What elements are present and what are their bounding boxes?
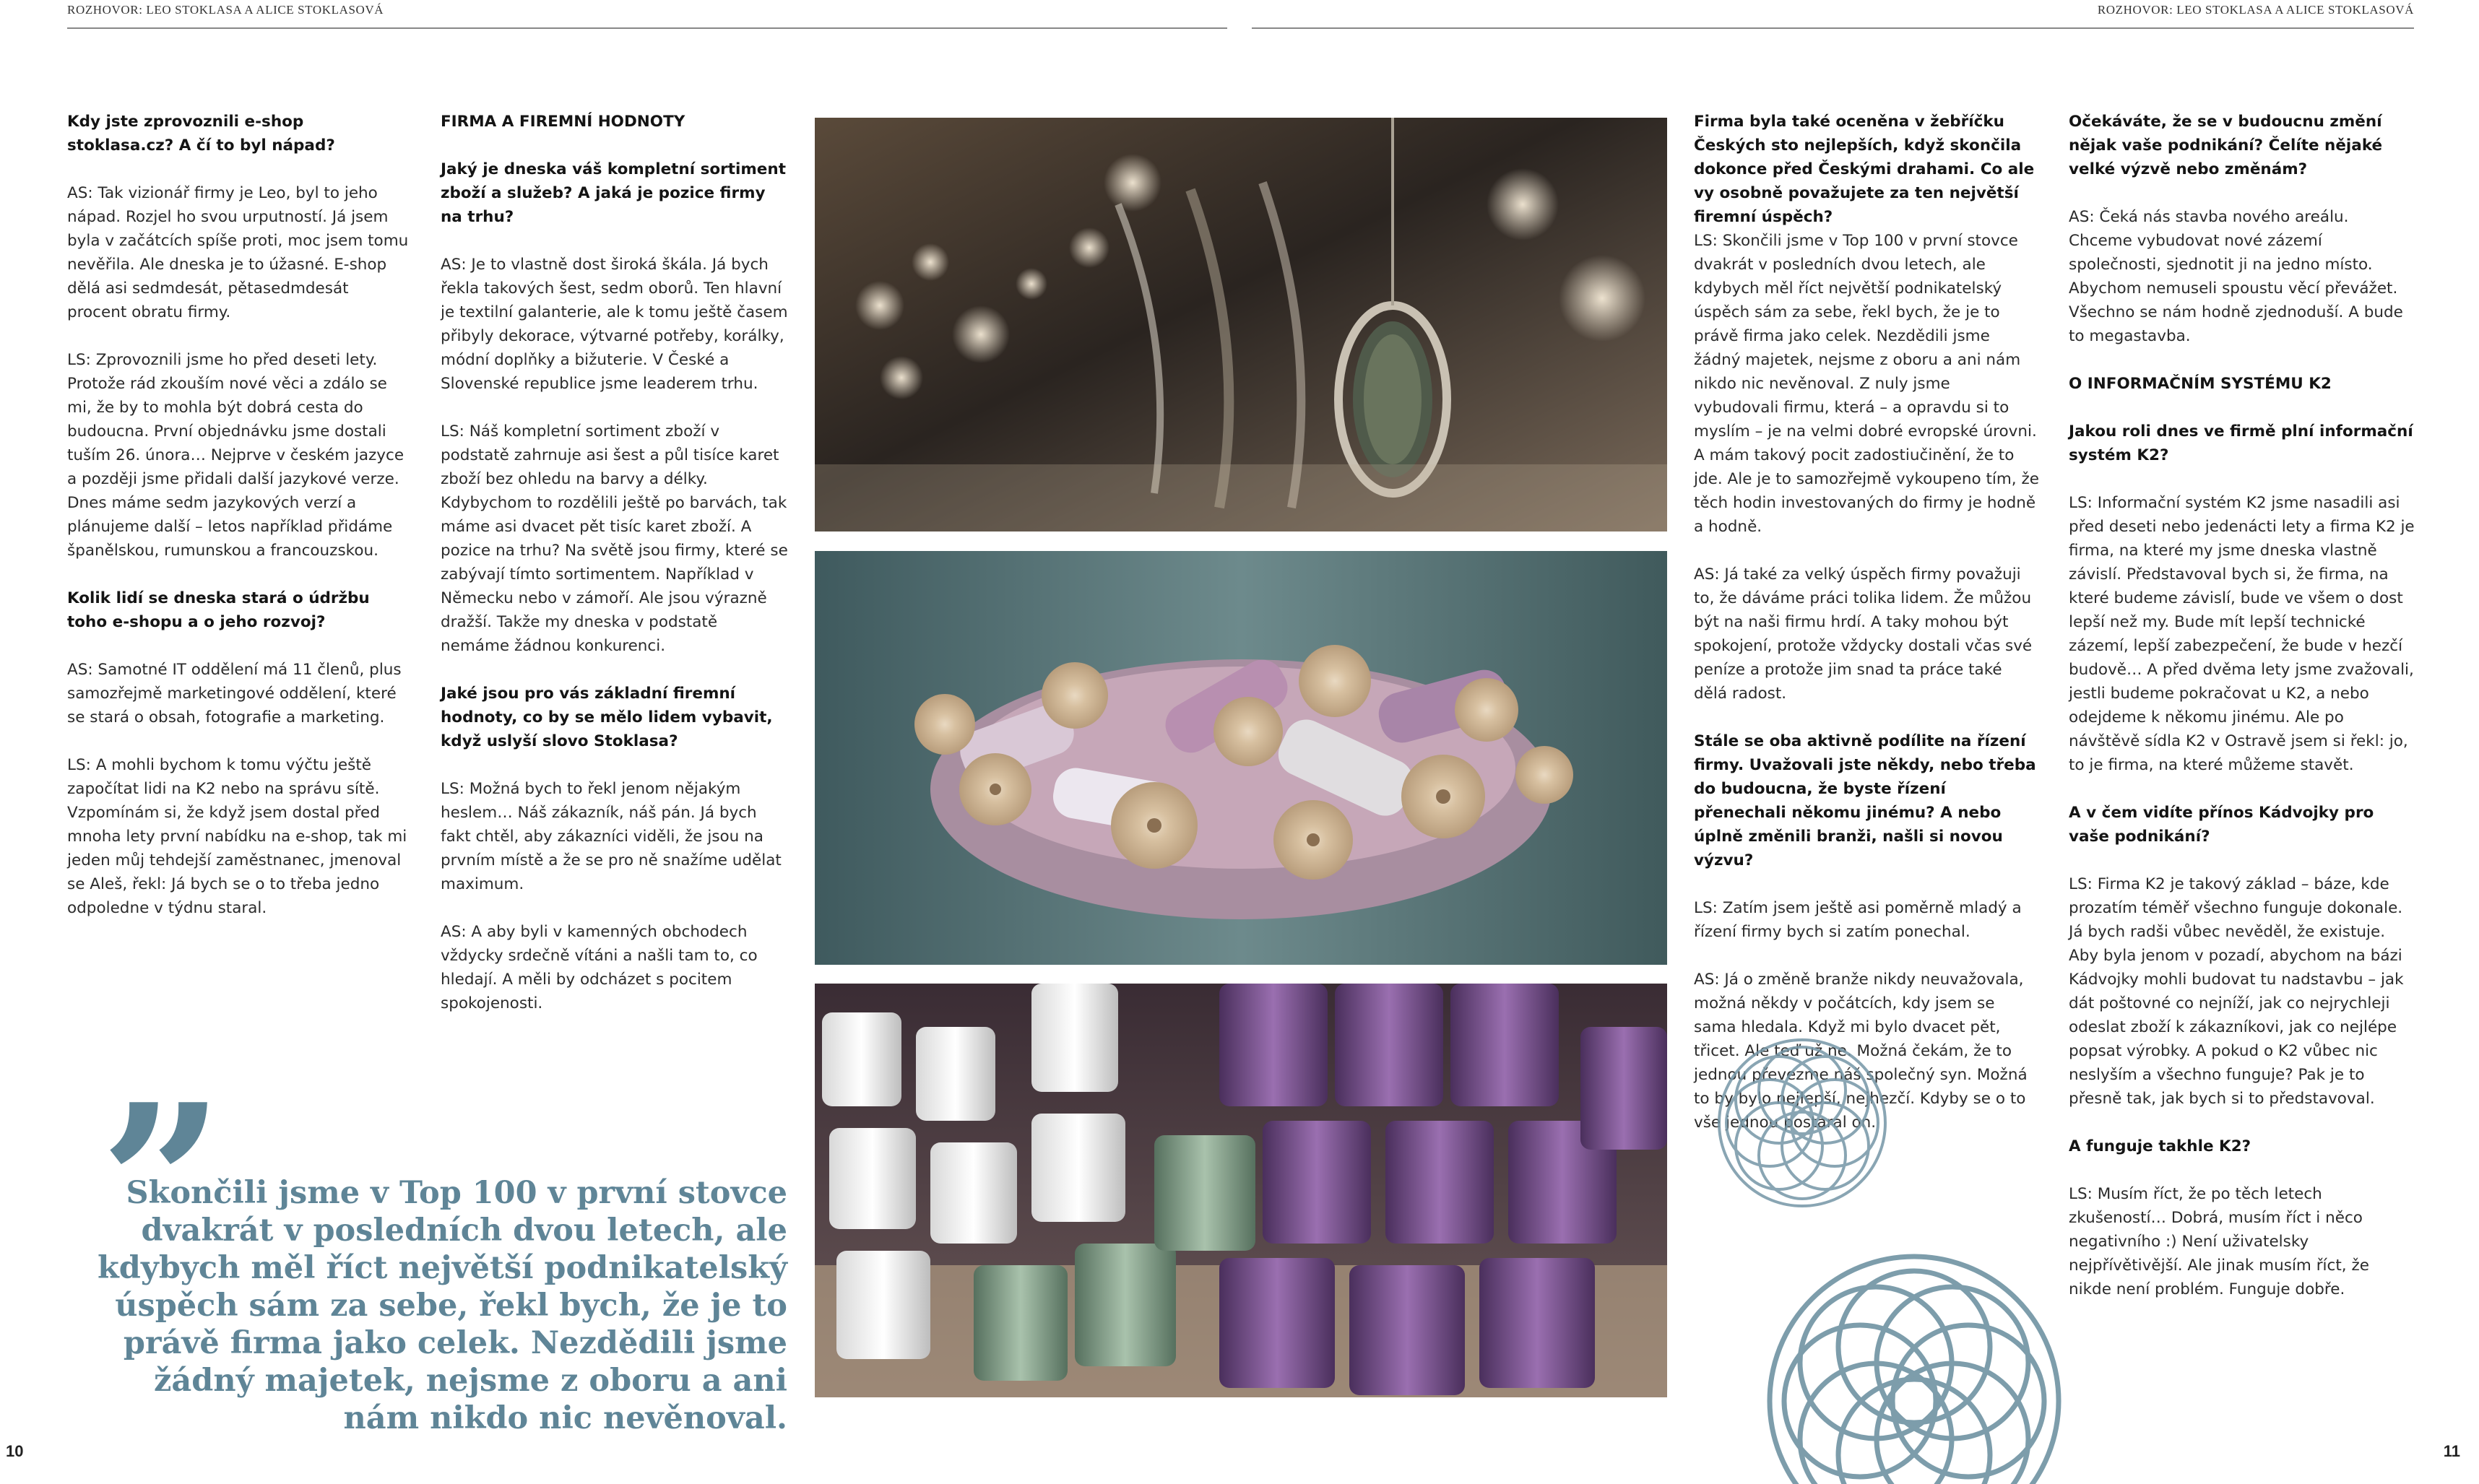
- header-rule-left: [67, 27, 1227, 29]
- column-2: [441, 110, 790, 1039]
- answer: LS: Firma K2 je takový základ – báze, kde prozatím téměř všechno funguje dokonale. Já bych radši vůbec nevěděl, že existuje. Aby byla jenom v pozadí, abychom na bázi Kádvojky mohli budovat tu nadstavbu – jak dát poštovné co nejníží, jak co nejrychleji odeslat zboží k zákazníkovi, jak co nejlépe popsat výrobky. A pokud o K2 vůbec nic neslyším a všechno funguje? Pak je to přesně tak, jak bych si to představoval.: [2069, 875, 2404, 1108]
- pull-quote: Skončili jsme v Top 100 v první stovce dvakrát v posledních dvou letech, ale kdybych měl říct největší podnikatelský úspěch sám za sebe, řekl bych, že je to právě firma jako celek. Nezdědili jsme žádný majetek, nejsme z oboru a ani nám nikdo nic nevěnoval.: [98, 1175, 787, 1436]
- section-heading: O INFORMAČNÍM SYSTÉMU K2: [2069, 375, 2332, 393]
- rosette-ornament-small-icon: [1712, 1033, 1892, 1213]
- jewelry-photo: [815, 118, 1667, 531]
- question: Firma byla také oceněna v žebříčku Českých sto nejlepších, když skončila dokonce před Českými drahami. Co ale vy osobně považujete za ten největší firemní úspěch?: [1694, 113, 2035, 226]
- answer: AS: Já také za velký úspěch firmy považuji to, že dáváme práci tolika lidem. Že můžou být na naši firmu hrdí. A taky mohou být spokojení, protože vždycky dostali včas své peníze a protože jim snad ta práce také dělá radost.: [1694, 565, 2033, 703]
- running-head-right: ROZHOVOR: LEO STOKLASA A ALICE STOKLASOVÁ: [2097, 3, 2414, 17]
- question: Jaké jsou pro vás základní firemní hodnoty, co by se mělo lidem vybavit, když uslyší slovo Stoklasa?: [441, 685, 773, 750]
- running-head-left: ROZHOVOR: LEO STOKLASA A ALICE STOKLASOVÁ: [67, 3, 384, 17]
- answer: AS: Já o změně branže nikdy neuvažovala, možná někdy v počátcích, kdy jsem se sama hledala. Když mi bylo dvacet pět, třicet. Ale teď už ne. Možná čekám, že to jednou převezme náš společný syn. Možná to by bylo nejlepší, nejhezčí. Kdyby se o to vše jednou postaral on.: [1694, 971, 2028, 1132]
- answer: AS: Čeká nás stavba nového areálu. Chceme vybudovat nové zázemí společnosti, sjednotit ji na jedno místo. Abychom nemuseli spoustu věcí převážet. Všechno se nám hodně zjednoduší. A bude to megastavba.: [2069, 208, 2403, 345]
- question: A v čem vidíte přínos Kádvojky pro vaše podnikání?: [2069, 804, 2374, 846]
- column-4: [2069, 110, 2415, 1325]
- answer: LS: Náš kompletní sortiment zboží v podstatě zahrnuje asi šest a půl tisíce karet zboží bez ohledu na barvy a délky. Kdybychom to rozdělili ještě po barvách, tak máme asi dvacet pět tisíc karet zboží. A pozice na trhu? Na světě jsou firmy, které se zabývají tímto sortimentem. Například v Německu nebo v zámoří. Ale jsou výrazně dražší. Takže my dneska v podstatě nemáme žádnou konkurenci.: [441, 422, 788, 655]
- page-number-left: 10: [6, 1442, 24, 1460]
- answer: LS: Zprovoznili jsme ho před deseti lety. Protože rád zkouším nové věci a zdálo se mi, že by to mohla být dobrá cesta do budoucna. První objednávku jsme dostali tuším 26. února… Nejprve v českém jazyce a později jsme přidali další jazykové verze. Dnes máme sedm jazykových verzí a plánujeme další – letos například přidáme španělskou, rumunskou a francouzskou.: [67, 351, 404, 560]
- answer: LS: Možná bych to řekl jenom nějakým heslem… Náš zákazník, náš pán. Já bych fakt chtěl, aby zákazníci viděli, že jsou na prvním místě a že se pro ně snažíme udělat maximum.: [441, 780, 782, 893]
- header-rule-right: [1252, 27, 2414, 29]
- question: Jakou roli dnes ve firmě plní informační systém K2?: [2069, 422, 2413, 464]
- answer: LS: Informační systém K2 jsme nasadili asi před deseti nebo jedenácti lety a firma K2 je firma, na které my jsme dneska vlastně závislí. Představoval bych si, že firma, na které budeme závislí, bude ve všem o dost lepší než my. Bude mít lepší technické zázemí, lepší zabezpečení, že bude v hezčí budově… A před dvěma lety jsme zvažovali, jestli budeme pokračovat u K2, a nebo odejdeme k někomu jinému. Ale po návštěvě sídla K2 v Ostravě jsem si řekl: jo, to je firma, na které můžeme stavět.: [2069, 494, 2415, 774]
- question: Jaký je dneska váš kompletní sortiment zboží a služeb? A jaká je pozice firmy na trhu?: [441, 160, 786, 226]
- answer: LS: Musím říct, že po těch letech zkušeností… Dobrá, musím říct i něco negativního :) Není uživatelsky nejpřívětivější. Ale jinak musím říct, že nikde není problém. Funguje dobře.: [2069, 1185, 2369, 1298]
- quotation-mark-icon: ”: [100, 1056, 225, 1311]
- question: A funguje takhle K2?: [2069, 1137, 2251, 1155]
- question: Kolik lidí se dneska stará o údržbu toho e-shopu a o jeho rozvoj?: [67, 589, 370, 631]
- question: Stále se oba aktivně podílite na řízení firmy. Uvažovali jste někdy, nebo třeba do budoucna, že byste řízení přenechali někomu jinému? A nebo úplně změnili branži, našli si novou výzvu?: [1694, 732, 2036, 869]
- section-heading: FIRMA A FIREMNÍ HODNOTY: [441, 113, 685, 131]
- answer: AS: A aby byli v kamenných obchodech vždycky srdečně vítáni a našli tam to, co hledají. A měli by odcházet s pocitem spokojenosti.: [441, 923, 758, 1012]
- answer: LS: Skončili jsme v Top 100 v první stovce dvakrát v posledních dvou letech, ale kdybych měl říct největší podnikatelský úspěch sám za sebe, řekl bych, že je to právě firma jako celek. Nezdědili jsme žádný majetek, nejsme z oboru a ani nám nikdo nic nevěnoval. Z nuly jsme vybudovali firmu, která – a opravdu si to myslím – je na velmi dobré evropské úrovni. A mám takový pocit zadostiučinění, že to jde. Ale je to samozřejmě vykoupeno tím, že těch hodin investovaných do firmy je hodně a hodně.: [1694, 232, 2039, 536]
- answer: AS: Tak vizionář firmy je Leo, byl to jeho nápad. Rozjel ho svou urputností. Já jsem byla v začátcích spíše proti, moc jsem tomu nevěřila. Ale dneska je to úžasné. E-shop dělá asi sedmdesát, pětasedmdesát procent obratu firmy.: [67, 184, 409, 321]
- question: Kdy jste zprovoznili e-shop stoklasa.cz? A čí to byl nápad?: [67, 113, 335, 155]
- answer: AS: Je to vlastně dost široká škála. Já bych řekla takových šest, sedm oborů. Ten hlavní je textilní galanterie, ale k tomu ještě časem přibyly dekorace, výtvarné potřeby, korálky, módní doplňky a bižuterie. V České a Slovenské republice jsme leaderem trhu.: [441, 256, 788, 393]
- page-number-right: 11: [2443, 1442, 2460, 1460]
- wooden-spools-photo: [815, 551, 1667, 965]
- answer: LS: A mohli bychom k tomu výčtu ještě započítat lidi na K2 nebo na správu sítě. Vzpomínám si, že když jsem dostal před mnoha lety první nabídku na e-shop, tak mi jeden můj tehdejší zaměstnanec, jmenoval se Aleš, řekl: Já bych se o to třeba jedno odpoledne v týdnu staral.: [67, 756, 407, 917]
- question: Očekáváte, že se v budoucnu změní nějak vaše podnikání? Čelíte nějaké velké výzvě nebo změnám?: [2069, 113, 2383, 178]
- rosette-ornament-large-icon: [1762, 1249, 2066, 1484]
- column-1: [67, 110, 410, 944]
- answer: LS: Zatím jsem ještě asi poměrně mladý a řízení firmy bych si zatím ponechal.: [1694, 899, 2022, 941]
- answer: AS: Samotné IT oddělení má 11 členů, plus samozřejmě marketingové oddělení, které se stará o obsah, fotografie a marketing.: [67, 661, 402, 726]
- column-3: [1694, 110, 2039, 1158]
- rhinestone-reels-photo: [815, 984, 1667, 1397]
